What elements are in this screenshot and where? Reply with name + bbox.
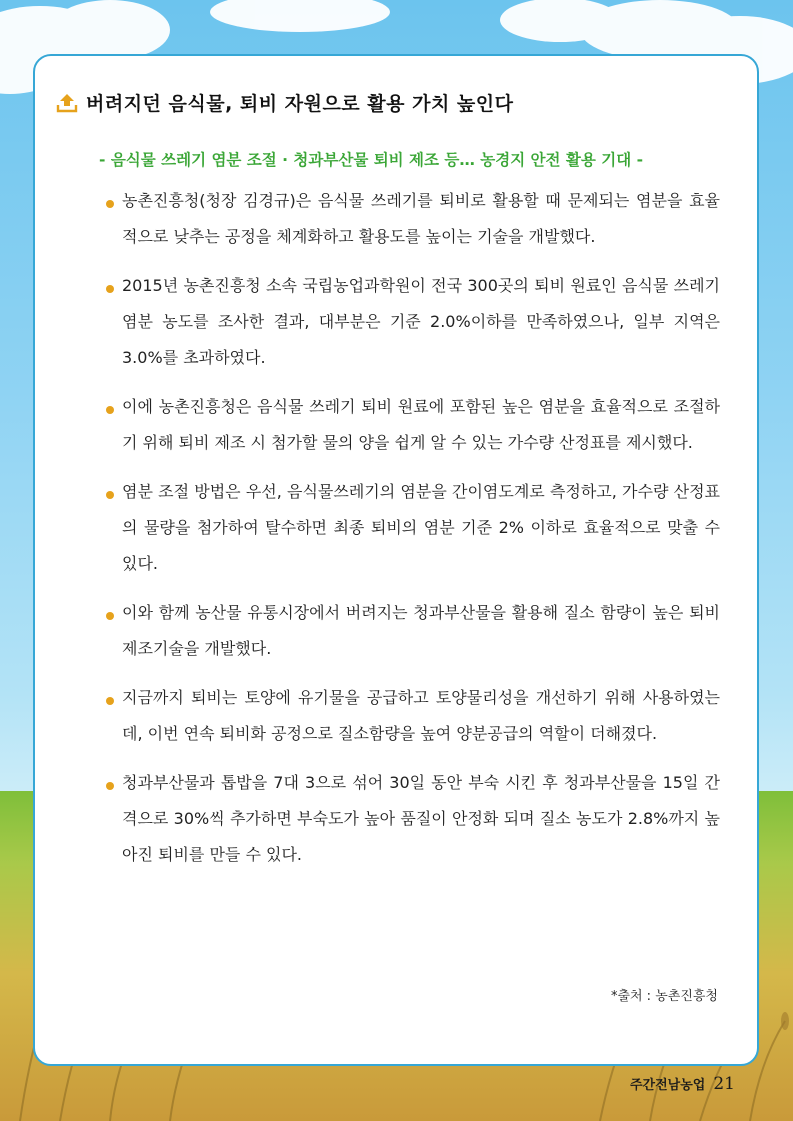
publication-name: 주간전남농업 xyxy=(630,1078,706,1093)
list-item xyxy=(100,595,720,667)
bullet-icon xyxy=(106,782,114,790)
list-item xyxy=(100,389,720,461)
page-title: 버려지던 음식물, 퇴비 자원으로 활용 가치 높인다 xyxy=(86,93,514,115)
article-list xyxy=(100,183,720,886)
bullet-icon xyxy=(106,697,114,705)
bullet-icon xyxy=(106,285,114,293)
list-item xyxy=(100,183,720,255)
list-item-text: 농촌진흥청(청장 김경규)은 음식물 쓰레기를 퇴비로 활용할 때 문제되는 염분을 효율적으로 낮추는 공정을 체계화하고 활용도를 높이는 기술을 개발했다. xyxy=(122,191,720,246)
upload-arrow-icon xyxy=(56,92,78,114)
bullet-icon xyxy=(106,406,114,414)
page-number: 21 xyxy=(713,1074,735,1094)
bullet-icon xyxy=(106,200,114,208)
list-item-text: 염분 조절 방법은 우선, 음식물쓰레기의 염분을 간이염도계로 측정하고, 가수량 산정표의 물량을 첨가하여 탈수하면 최종 퇴비의 염분 기준 2% 이하로 효율적으로 맞출 수 있다. xyxy=(122,482,720,573)
list-item-text: 지금까지 퇴비는 토양에 유기물을 공급하고 토양물리성을 개선하기 위해 사용하였는데, 이번 연속 퇴비화 공정으로 질소함량을 높여 양분공급의 역할이 더해졌다. xyxy=(122,688,720,743)
list-item xyxy=(100,765,720,873)
title-row xyxy=(56,89,514,116)
list-item xyxy=(100,474,720,582)
list-item-text: 2015년 농촌진흥청 소속 국립농업과학원이 전국 300곳의 퇴비 원료인 음식물 쓰레기 염분 농도를 조사한 결과, 대부분은 기준 2.0%이하를 만족하였으나, 일부 지역은 3.0%를 초과하였다. xyxy=(122,276,720,367)
list-item-text: 이에 농촌진흥청은 음식물 쓰레기 퇴비 원료에 포함된 높은 염분을 효율적으로 조절하기 위해 퇴비 제조 시 첨가할 물의 양을 쉽게 알 수 있는 가수량 산정표를 제시했다. xyxy=(122,397,720,452)
list-item-text: 청과부산물과 톱밥을 7대 3으로 섞어 30일 동안 부숙 시킨 후 청과부산물을 15일 간격으로 30%씩 추가하면 부숙도가 높아 품질이 안정화 되며 질소 농도가 2.8%까지 높아진 퇴비를 만들 수 있다. xyxy=(122,773,720,864)
source-credit: *출처 : 농촌진흥청 xyxy=(610,989,718,1004)
page-footer xyxy=(630,1074,735,1094)
list-item xyxy=(100,268,720,376)
bullet-icon xyxy=(106,612,114,620)
page-subtitle: - 음식물 쓰레기 염분 조절 · 청과부산물 퇴비 제조 등… 농경지 안전 활용 기대 - xyxy=(99,151,644,169)
list-item-text: 이와 함께 농산물 유통시장에서 버려지는 청과부산물을 활용해 질소 함량이 높은 퇴비 제조기술을 개발했다. xyxy=(122,603,720,658)
list-item xyxy=(100,680,720,752)
bullet-icon xyxy=(106,491,114,499)
